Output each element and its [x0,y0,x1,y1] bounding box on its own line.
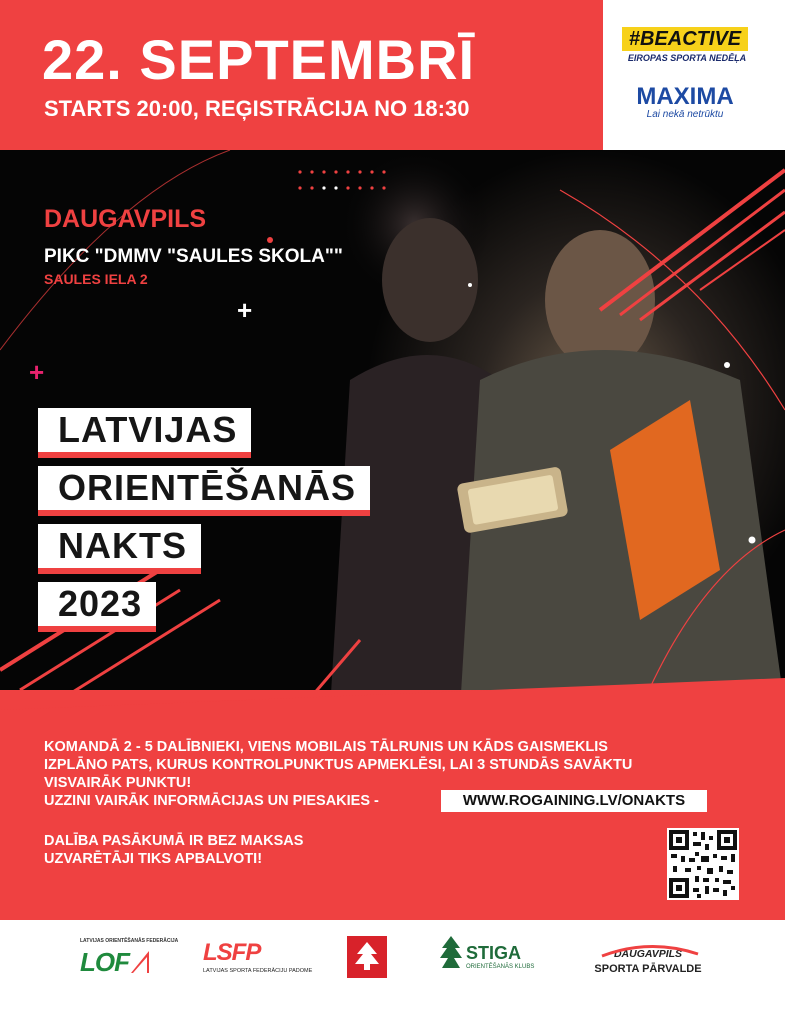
free-participation: DALĪBA PASĀKUMĀ IR BEZ MAKSAS UZVARĒTĀJI TIKS APBALVOTI! [44,833,304,867]
sporta-parvalde-logo: DAUGAVPILS SPORTA PĀRVALDE [592,948,704,975]
qr-code[interactable] [667,828,739,900]
beactive-text: #BEACTIVE [628,28,742,50]
address: SAULES IELA 2 [44,271,148,287]
venue: PIKC "DMMV "SAULES SKOLA"" [44,246,343,267]
crest-shape [347,936,387,978]
swoosh-icon [600,942,700,960]
sponsor-panel [603,0,785,150]
qr-icon [667,828,739,900]
lof-logo: LATVIJAS ORIENTĒŠANĀS FEDERĀCIJA LOF [80,938,179,977]
beactive-logo [622,27,748,51]
info-text: KOMANDĀ 2 - 5 DALĪBNIEKI, VIENS MOBILAIS TĀLRUNIS UN KĀDS GAISMEKLIS IZPLĀNO PATS, KURUS KONTROLPUNKTUS APMEKLĒSI, LAI 3 STUNDĀS SAVĀKTU VISVAIRĀK PUNKTU! UZZINI VAIRĀK INFORMĀCIJAS UN PIESAKIES - [44,739,633,809]
plus-icon: + [29,357,45,387]
stiga-logo: STIGA ORIENTĒŠANĀS KLUBS [440,936,540,970]
beactive-subtitle: EIROPAS SPORTA NEDĒĻA [627,53,747,63]
lsfp-logo: LSFP LATVIJAS SPORTA FEDERĀCIJU PADOME [203,939,313,974]
lof-flag-icon [129,949,151,975]
title-line-3: NAKTS [38,524,201,568]
title-line-2: ORIENTĒŠANĀS [38,466,370,510]
start-time: STARTS 20:00, REĢISTRĀCIJA NO 18:30 [44,96,470,121]
tree-icon [440,936,462,970]
title-line-1: LATVIJAS [38,408,251,452]
maxima-logo: MAXIMA [636,83,734,110]
maxima-slogan: Lai nekā netrūktu [646,109,724,120]
plus-icon: + [237,295,253,325]
daugavpils-crest-icon [347,936,387,978]
title-line-4: 2023 [38,582,156,626]
event-date: 22. SEPTEMBRĪ [42,28,476,91]
website-link[interactable]: WWW.ROGAINING.LV/ONAKTS [441,790,707,812]
band-slant [0,670,785,710]
city: DAUGAVPILS [44,205,207,233]
